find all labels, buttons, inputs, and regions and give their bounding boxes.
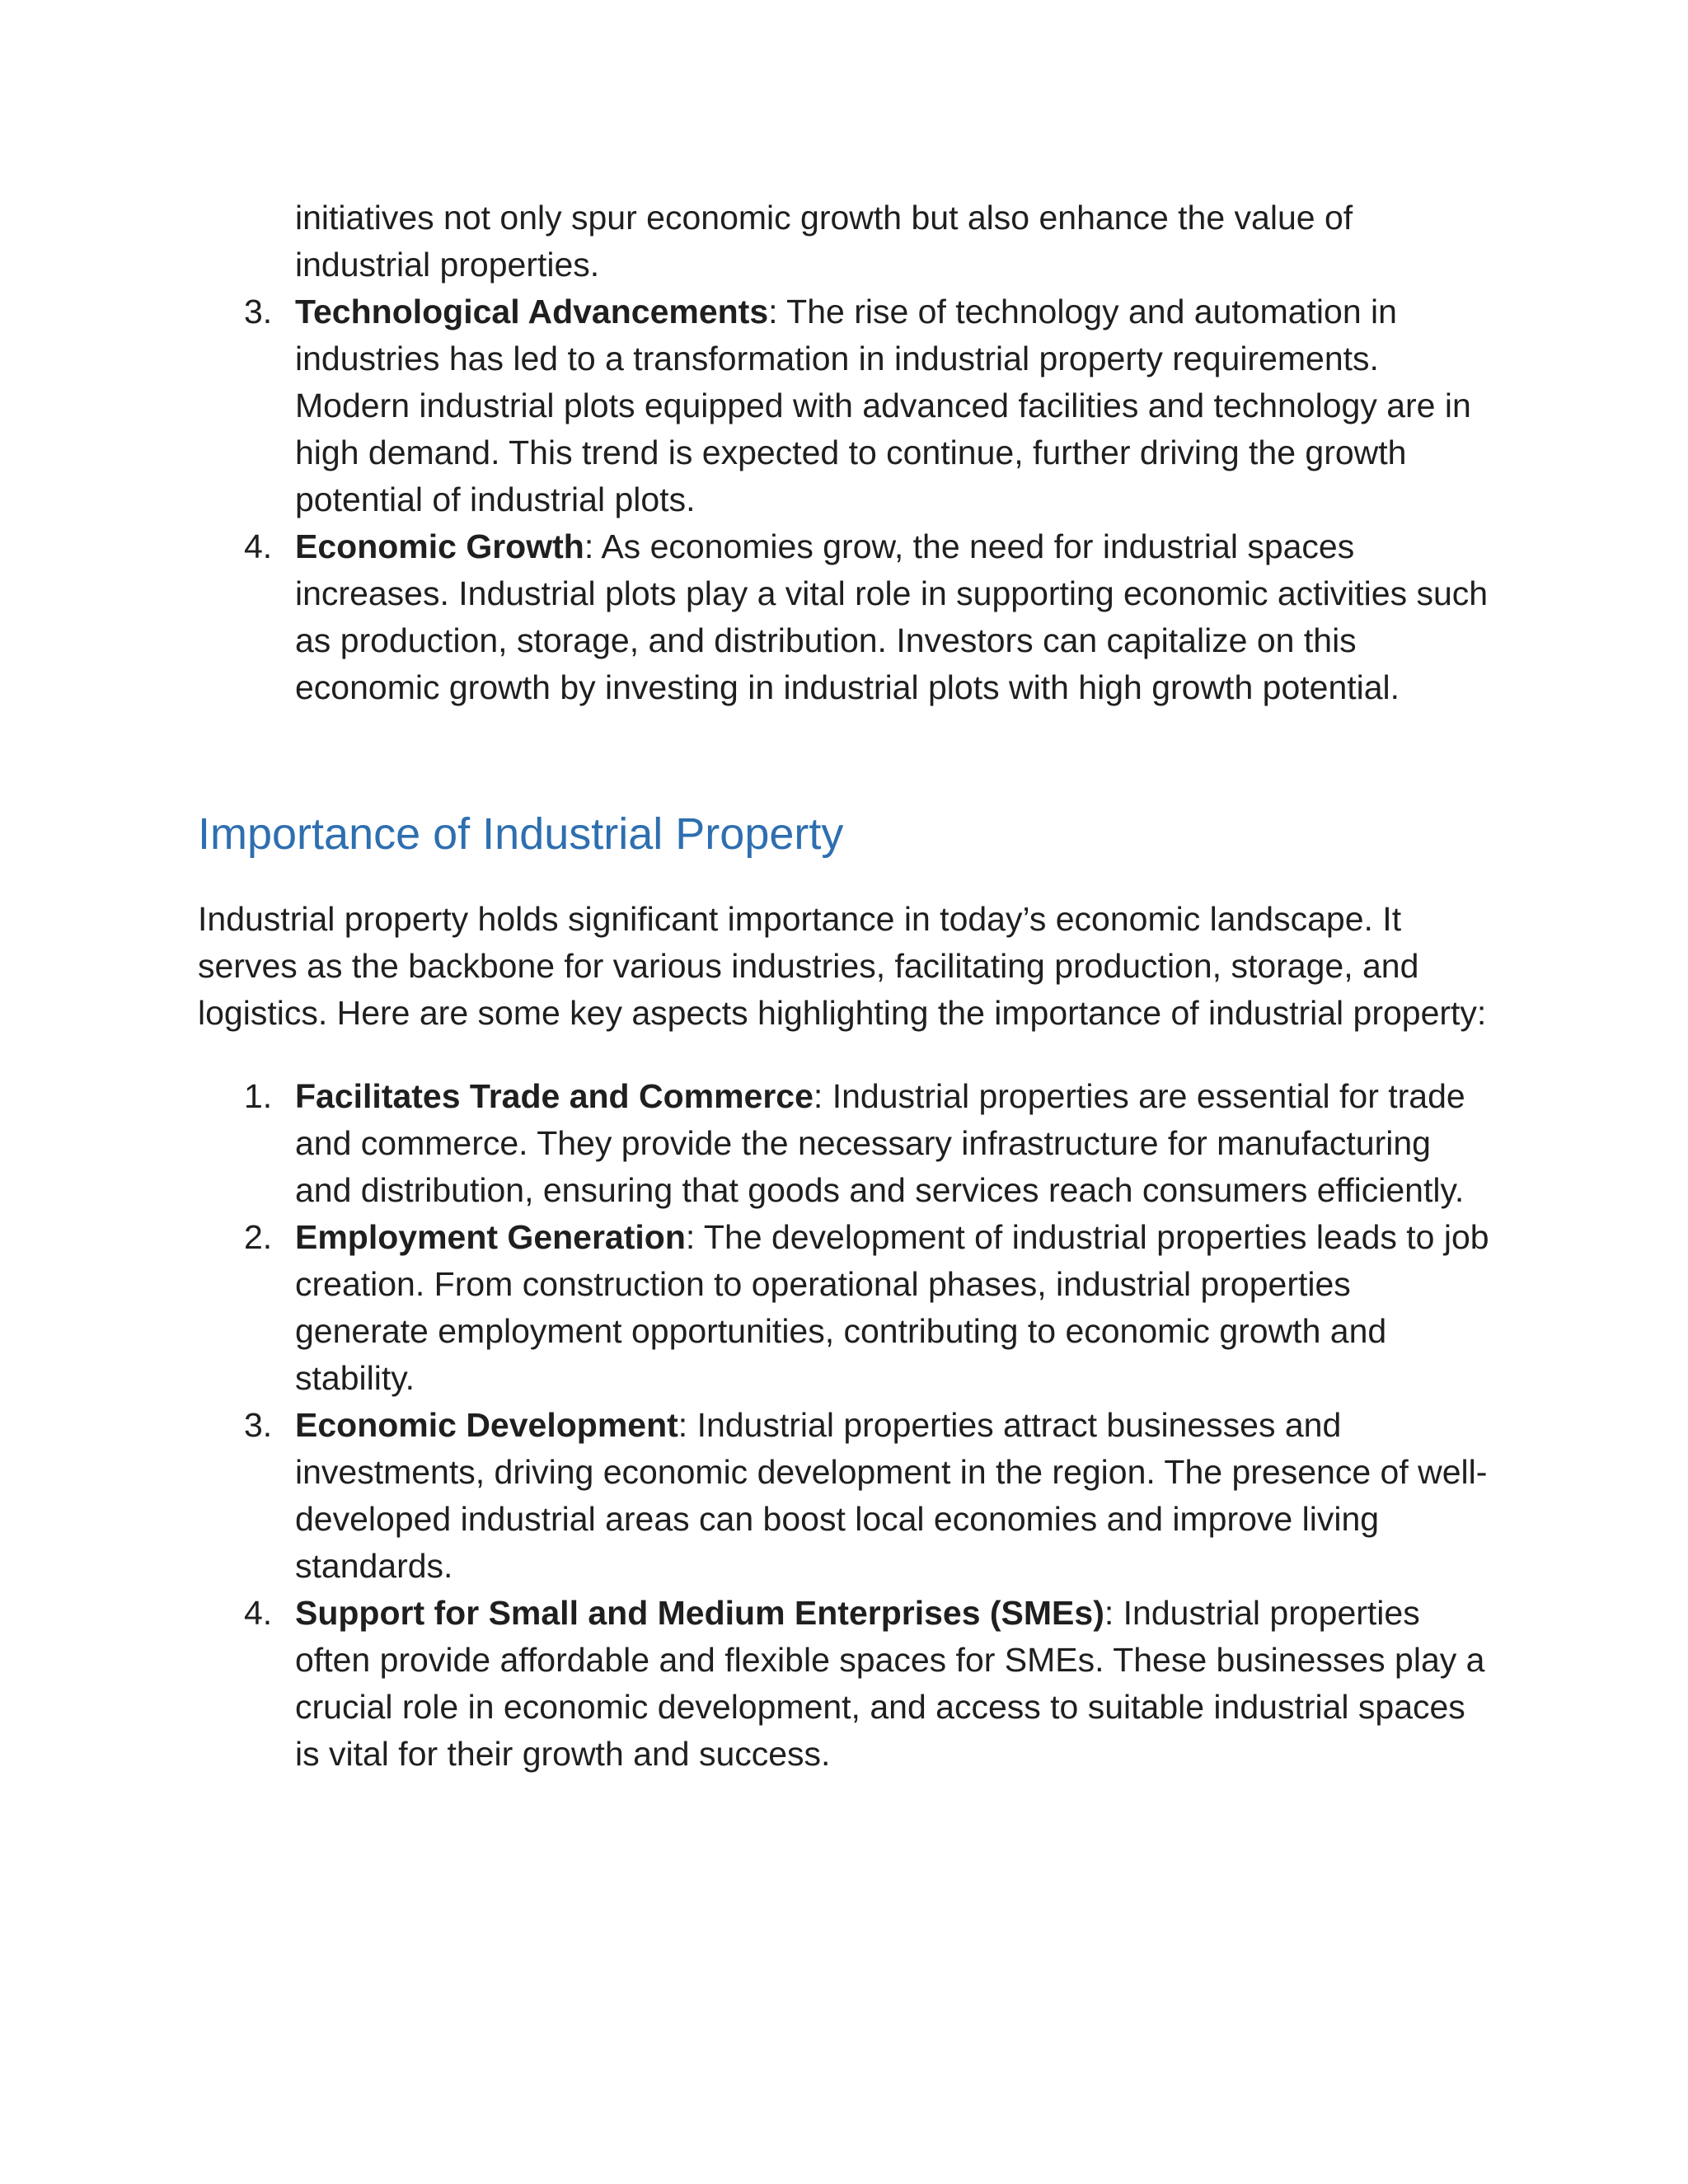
list-item <box>198 1073 1492 1214</box>
list-item-text: : Industrial properties often provide affordable and flexible spaces for SMEs. These businesses play a crucial role in economic development, and access to suitable industrial spaces is vital for their growth and success. <box>295 1594 1485 1773</box>
list-item-lead: Economic Development <box>295 1406 678 1444</box>
list-item <box>198 1402 1492 1590</box>
list-item-text: : Industrial properties attract businesses and investments, driving economic development in the region. The presence of well-developed industrial areas can boost local economies and improve living standards. <box>295 1406 1488 1585</box>
paragraph-spacer <box>198 1037 1492 1073</box>
list-item-lead: Employment Generation <box>295 1218 686 1256</box>
heading-spacer <box>198 863 1492 896</box>
list-item-lead: Technological Advancements <box>295 293 769 330</box>
list-item-text: : The rise of technology and automation in industries has led to a transformation in industrial property requirements. Modern industrial plots equipped with advanced facilities and technology are in high demand. This trend is expected to continue, further driving the growth potential of industrial plots. <box>295 293 1471 518</box>
document-content <box>198 194 1492 1778</box>
growth-factors-list <box>198 288 1492 711</box>
section-heading: Importance of Industrial Property <box>198 809 844 859</box>
list-item <box>198 1214 1492 1402</box>
list-item-number: 3. <box>244 1406 273 1444</box>
list-item <box>198 1590 1492 1778</box>
list-item-text: : As economies grow, the need for industrial spaces increases. Industrial plots play a vital role in supporting economic activities such as production, storage, and distribution. Investors can capitalize on this economic growth by investing in industrial plots with high growth potential. <box>295 527 1489 706</box>
list-item-lead: Support for Small and Medium Enterprises (SMEs) <box>295 1594 1104 1632</box>
list-item-number: 1. <box>244 1077 273 1115</box>
list-item-number: 3. <box>244 293 273 330</box>
list-item-number: 4. <box>244 1594 273 1632</box>
list-item-lead: Facilitates Trade and Commerce <box>295 1077 814 1115</box>
list-item-number: 4. <box>244 527 273 565</box>
list-item <box>198 523 1492 711</box>
section-intro-paragraph: Industrial property holds significant importance in today’s economic landscape. It serves as the backbone for various industries, facilitating production, storage, and logistics. Here are some key aspects highlighting the importance of industrial property: <box>198 900 1487 1032</box>
importance-list <box>198 1073 1492 1778</box>
list-item-number: 2. <box>244 1218 273 1256</box>
section-spacer <box>198 711 1492 805</box>
list-item-text: : The development of industrial properties leads to job creation. From construction to operational phases, industrial properties generate employment opportunities, contributing to economic growth and stability. <box>295 1218 1489 1397</box>
list-item <box>198 288 1492 523</box>
list-item-continuation: initiatives not only spur economic growth but also enhance the value of industrial properties. <box>295 199 1353 284</box>
list-item-text: : Industrial properties are essential for trade and commerce. They provide the necessary infrastructure for manufacturing and distribution, ensuring that goods and services reach consumers efficiently. <box>295 1077 1465 1209</box>
list-item-lead: Economic Growth <box>295 527 584 565</box>
